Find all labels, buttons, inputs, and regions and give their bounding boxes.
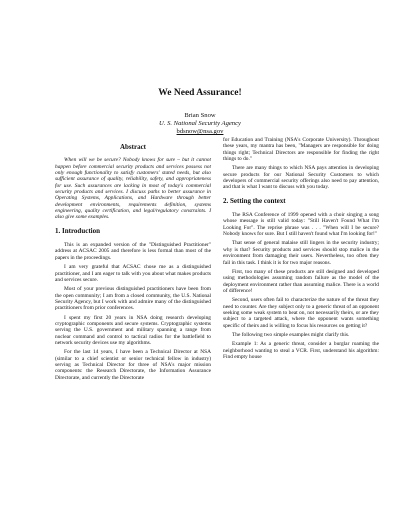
author-affiliation: U. S. National Security Agency bbox=[159, 120, 241, 127]
section-2-heading: 2. Setting the context bbox=[223, 196, 286, 205]
paragraph: That sense of general malaise still lingers in the security industry; why is that? Security products and services should stop malice in the environment from damaging their users. Nevertheless, too often they fail in this task. I think it is for two major reasons. bbox=[223, 240, 379, 266]
paragraph: The RSA Conference of 1999 opened with a choir singing a song whose message is still valid today: "Still Haven't Found What I'm Looking For". The reprise phrase was . . . "When will I be secure? Nobody knows for sure. But I still haven't found what I'm looking for!" bbox=[223, 212, 379, 238]
paragraph: The following two simple examples might clarify this. bbox=[232, 331, 350, 338]
left-column bbox=[55, 144, 211, 384]
paragraph: for Education and Training (NSA's Corporate University). Throughout these years, my mantra has been, "Managers are responsible for doing things right; Technical Directors are responsible for finding the right things to do." bbox=[223, 137, 379, 163]
paragraph: Most of your previous distinguished practitioners have been from the open community; I am from a closed community, the U.S. National Security Agency, but I work with and admire many of the distinguished practitioners from prior conferences. bbox=[55, 286, 211, 312]
author-name: Brian Snow bbox=[184, 112, 216, 119]
right-column bbox=[223, 137, 379, 363]
paragraph: This is an expanded version of the "Distinguished Practitioner" address at ACSAC 2005 and therefore is less formal than most of the papers in the proceedings. bbox=[55, 242, 211, 261]
section-1-heading: 1. Introduction bbox=[55, 226, 100, 235]
paragraph: I am very grateful that ACSAC chose me as a distinguished practitioner, and I am eager to talk with you about what makes products and services secure. bbox=[55, 264, 211, 283]
paragraph: I spent my first 20 years in NSA doing research developing cryptographic components and secure systems. Cryptographic systems serving the U.S. government and military spanning a range from nuclear command and control to tactical radios for the battlefield to network security devices use my algorithms. bbox=[55, 314, 211, 346]
paragraph: Second, users often fail to characterize the nature of the threat they need to counter. Are they subject only to a generic threat of an opponent seeking some weak system to beat on, not necessarily theirs, or are they subject to a targeted attack, where the opponent wants something specific of theirs and is willing to focus his resources on getting it? bbox=[223, 297, 379, 329]
paragraph: Example 1: As a generic threat, consider a burglar roaming the neighborhood wanting to steal a VCR. First, understand his algorithm: Find empty house bbox=[223, 341, 379, 360]
paragraph: For the last 14 years, I have been a Technical Director at NSA (similar to a chief scientist or senior technical fellow in industry) serving as Technical Director for three of NSA's major mission components: the Research Directorate, the Information Assurance Directorate, and currently the Directorate bbox=[55, 349, 211, 381]
abstract-text: When will we be secure? Nobody knows for sure – but it cannot happen before commercial security products and services possess not only enough functionality to satisfy customers' stated needs, but also sufficient assurance of quality, reliability, safety, and appropriateness for use. Such assurances are lacking in most of today's commercial security products and services. I discuss paths to better assurance in Operating Systems, Applications, and Hardware through better development environments, requirements definition, systems engineering, quality certification, and legal/regulatory constraints. I also give some examples. bbox=[55, 157, 211, 221]
paragraph: First, too many of these products are still designed and developed using methodologies assuming random failure as the model of the deployment environment rather than assuming malice. There is a world of difference! bbox=[223, 268, 379, 294]
paper-title: We Need Assurance! bbox=[158, 88, 242, 98]
abstract-heading: Abstract bbox=[119, 143, 147, 151]
author-email-link[interactable]: bdsnow@nsa.gov bbox=[176, 128, 224, 135]
paragraph: There are many things to which NSA pays attention in developing secure products for our National Security Customers to which developers of commercial security offerings also need to pay attention, and that is what I want to discuss with you today. bbox=[223, 165, 379, 191]
